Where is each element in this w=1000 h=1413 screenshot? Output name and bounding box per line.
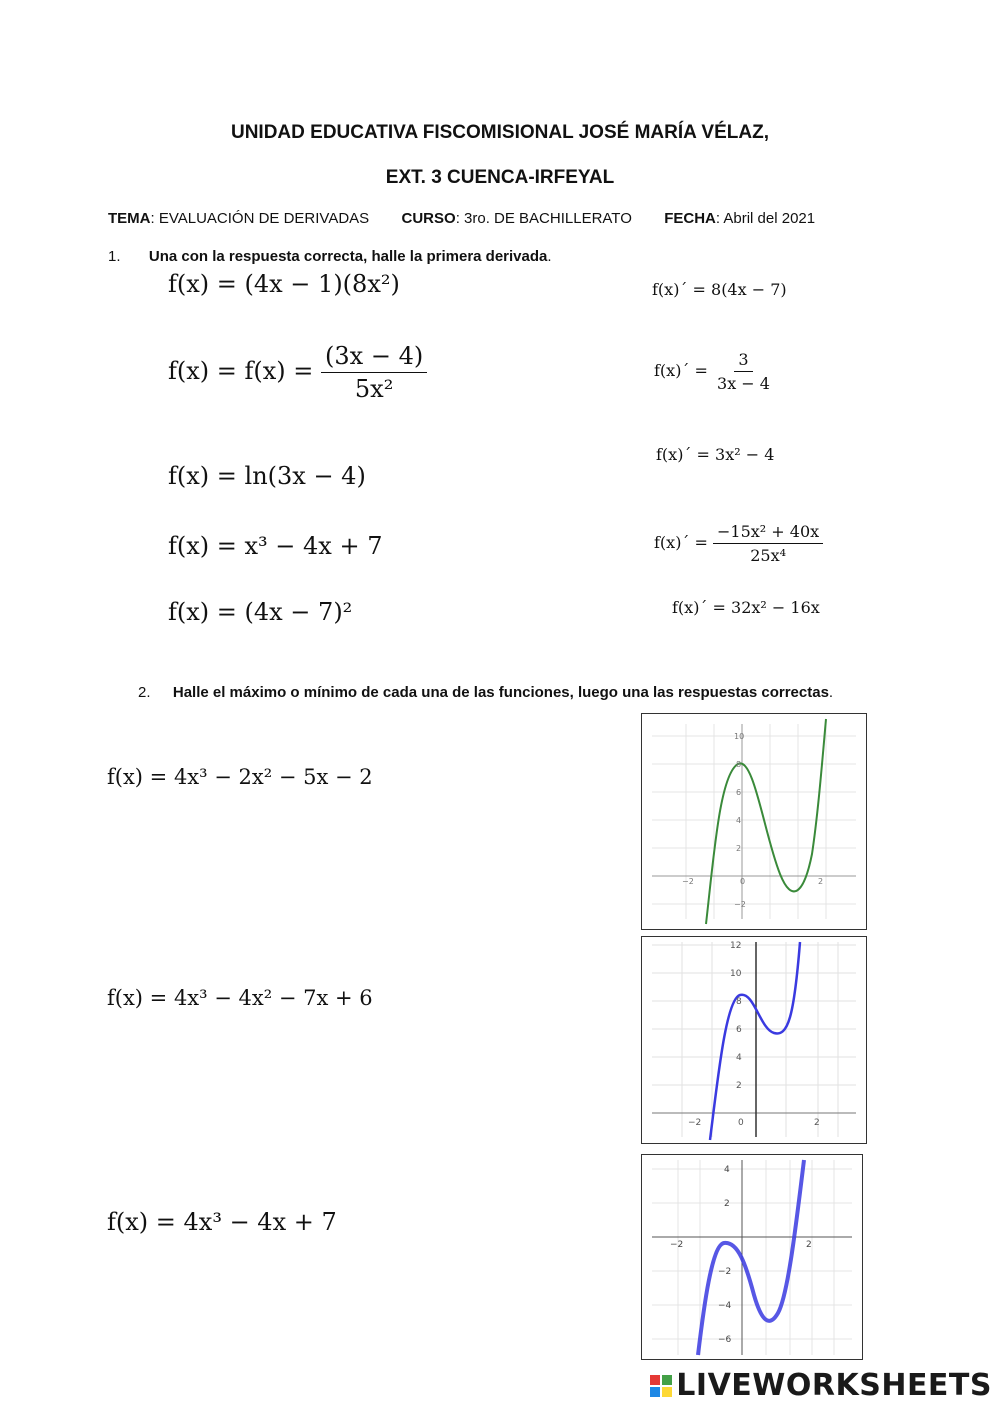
question-2-number: 2. [138, 684, 151, 701]
liveworksheets-brand-text: LIVEWORKSHEETS [676, 1368, 992, 1403]
tema-value: : EVALUACIÓN DE DERIVADAS [150, 210, 370, 227]
graph-2-tick-x-3: 2 [814, 1118, 820, 1128]
graph-2-grid [652, 942, 856, 1137]
graph-2-tick-x-2: 0 [738, 1118, 744, 1128]
function-2-fraction: $\frac{(3x - 4)}{\text{5x²}}$ [321, 342, 427, 403]
graph-2-tick-y-4: 6 [736, 1025, 742, 1035]
answer-3[interactable]: f(x)´ = 3x² − 4 [656, 445, 775, 464]
graph-3-grid [652, 1160, 852, 1355]
question-2-text: Halle el máximo o mínimo de cada una de las funciones, luego una las respuestas correctas [172, 684, 829, 701]
graph-3-tick-y-5: −6 [718, 1335, 732, 1345]
answer-2[interactable]: f(x)´ = $\frac{3}{3x - 4}$ [654, 350, 770, 393]
max-min-function-3: f(x) = 4x³ − 4x + 7 [107, 1208, 337, 1236]
function-3: f(x) = ln(3x − 4) [168, 462, 366, 490]
graph-2-tick-x-1: −2 [688, 1118, 702, 1128]
graph-1[interactable] [641, 713, 867, 930]
graph-2-tick-y-3: 8 [736, 997, 742, 1007]
graph-3-tick-x-1: −2 [670, 1240, 684, 1250]
graph-3-tick-y-2: 2 [724, 1199, 730, 1209]
fecha-value: : Abril del 2021 [715, 210, 816, 227]
school-title: UNIDAD EDUCATIVA FISCOMISIONAL JOSÉ MARÍA VÉLAZ, [230, 122, 769, 143]
max-min-function-1: f(x) = 4x³ − 2x² − 5x − 2 [107, 765, 373, 789]
curso-label: CURSO [401, 210, 456, 227]
graph-3-tick-y-1: 4 [724, 1165, 730, 1175]
function-5: f(x) = (4x − 7)² [168, 598, 353, 626]
function-4: f(x) = x³ − 4x + 7 [168, 532, 383, 560]
question-1-number: 1. [108, 248, 121, 265]
curso-value: : 3ro. DE BACHILLERATO [455, 210, 632, 227]
graph-1-tick-y-1: 10 [734, 732, 745, 741]
graph-1-tick-y-5: 2 [736, 844, 742, 853]
graph-1-grid [652, 724, 856, 919]
function-2: f(x) = f(x) = $\frac{(3x - 4)}{\text{5x²}}$ [168, 342, 427, 403]
answer-4[interactable]: f(x)´ = $\frac{\text{−15x² + 40x}}{\text{25x⁴}}$ [654, 522, 823, 565]
tema-label: TEMA [108, 210, 151, 227]
graph-2-tick-y-1: 12 [730, 941, 742, 951]
liveworksheets-logo-icon [650, 1370, 672, 1392]
liveworksheets-logo[interactable] [650, 1368, 992, 1403]
graph-1-tick-y-2: 8 [736, 760, 742, 769]
graph-3-tick-y-3: −2 [718, 1267, 732, 1277]
graph-1-tick-x-2: 0 [740, 877, 746, 886]
question-1-text: Una con la respuesta correcta, halle la primera derivada [148, 248, 548, 265]
graph-3[interactable] [641, 1154, 863, 1360]
graph-2-tick-y-5: 4 [736, 1053, 742, 1063]
answer-5[interactable]: f(x)´ = 32x² − 16x [672, 598, 820, 617]
school-extension: EXT. 3 CUENCA-IRFEYAL [385, 167, 615, 188]
graph-1-tick-x-1: −2 [682, 877, 694, 886]
max-min-function-2: f(x) = 4x³ − 4x² − 7x + 6 [107, 986, 373, 1010]
graph-3-curve [698, 1160, 804, 1355]
graph-1-tick-y-4: 4 [736, 816, 742, 825]
question-1: 1. Una con la respuesta correcta, halle la primera derivada. [108, 248, 552, 265]
graph-1-curve [706, 719, 826, 924]
graph-1-tick-x-3: 2 [818, 877, 824, 886]
graph-1-tick-y-6: −2 [734, 900, 746, 909]
graph-3-tick-y-4: −4 [718, 1301, 732, 1311]
question-2: 2. Halle el máximo o mínimo de cada una de las funciones, luego una las respuestas correctas. [138, 684, 834, 701]
meta-line [108, 210, 815, 227]
graph-1-tick-y-3: 6 [736, 788, 742, 797]
fecha-label: FECHA [664, 210, 716, 227]
graph-2-tick-y-6: 2 [736, 1081, 742, 1091]
answer-1[interactable]: f(x)´ = 8(4x − 7) [652, 280, 787, 299]
function-1: f(x) = (4x − 1)(8x²) [168, 270, 400, 298]
graph-3-tick-x-2: 2 [806, 1240, 812, 1250]
graph-2-tick-y-2: 10 [730, 969, 742, 979]
graph-2[interactable] [641, 936, 867, 1144]
